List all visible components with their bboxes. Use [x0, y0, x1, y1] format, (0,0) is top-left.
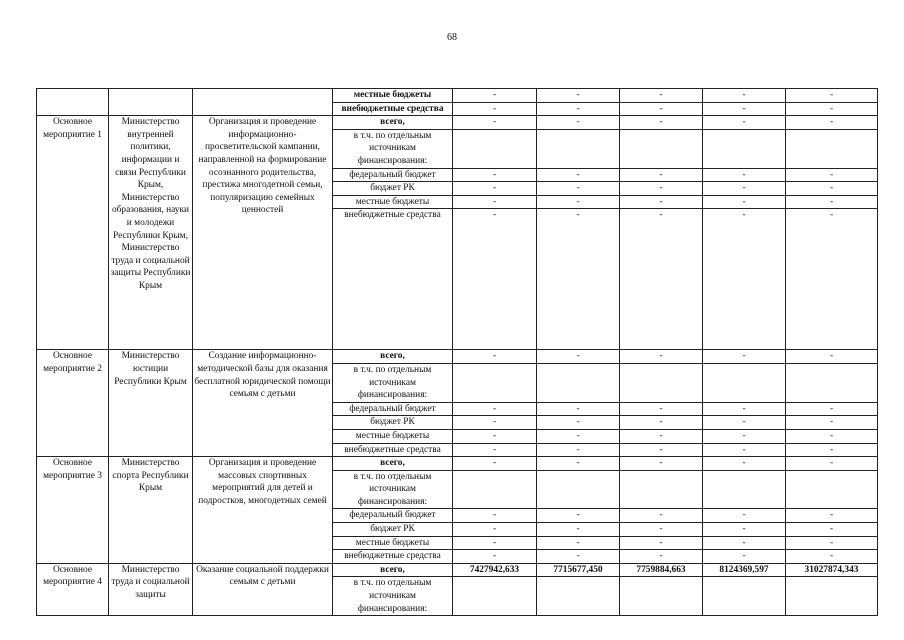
- value-cell: -: [537, 443, 620, 457]
- executor-cell: [109, 89, 193, 116]
- source-incl: в т.ч. по отдельным источникам финансирования:: [333, 363, 453, 402]
- value-cell: [703, 577, 786, 616]
- value-cell: -: [703, 523, 786, 537]
- value-cell: -: [620, 429, 703, 443]
- value-cell: -: [620, 116, 703, 130]
- table-row: [37, 457, 878, 471]
- value-cell: -: [786, 509, 878, 523]
- value-cell: -: [537, 523, 620, 537]
- source-extra: внебюджетные средства: [333, 550, 453, 564]
- value-cell: [620, 577, 703, 616]
- value-cell: -: [703, 509, 786, 523]
- value-cell: -: [453, 182, 537, 196]
- value-cell: -: [537, 457, 620, 471]
- source-extra: внебюджетные средства: [333, 102, 453, 116]
- description-cell: Создание информационно-методической базы для оказания бесплатной юридической помощи семьям с детьми: [193, 350, 333, 457]
- value-cell: [537, 470, 620, 509]
- value-cell: [786, 363, 878, 402]
- value-cell: [703, 470, 786, 509]
- source-total: всего,: [333, 563, 453, 577]
- value-cell: -: [453, 536, 537, 550]
- executor-cell: Министерство юстиции Республики Крым: [109, 350, 193, 457]
- source-incl: в т.ч. по отдельным источникам финансирования:: [333, 129, 453, 168]
- value-cell: -: [703, 116, 786, 130]
- value-cell: -: [537, 402, 620, 416]
- value-cell: -: [620, 168, 703, 182]
- value-cell: -: [786, 89, 878, 103]
- value-cell: [537, 129, 620, 168]
- value-cell: -: [786, 457, 878, 471]
- value-cell: -: [620, 89, 703, 103]
- executor-cell: Министерство труда и социальной защиты: [109, 563, 193, 615]
- value-cell: -: [620, 550, 703, 564]
- value-cell: -: [620, 182, 703, 196]
- value-cell: -: [537, 536, 620, 550]
- value-cell: -: [620, 350, 703, 364]
- value-cell: -: [703, 350, 786, 364]
- source-local: местные бюджеты: [333, 195, 453, 209]
- source-local: местные бюджеты: [333, 429, 453, 443]
- value-cell: -: [537, 116, 620, 130]
- value-cell: -: [786, 536, 878, 550]
- value-cell: -: [620, 209, 703, 350]
- description-cell: Организация и проведение массовых спортивных мероприятий для детей и подростков, многодетных семей: [193, 457, 333, 564]
- table-row: [37, 116, 878, 130]
- value-cell: -: [703, 536, 786, 550]
- value-cell: -: [537, 102, 620, 116]
- source-extra: внебюджетные средства: [333, 209, 453, 350]
- measure-label: Основное мероприятие 4: [37, 563, 109, 615]
- value-cell: 31027874,343: [786, 563, 878, 577]
- value-cell: -: [703, 457, 786, 471]
- value-cell: -: [453, 523, 537, 537]
- budget-table: [36, 88, 878, 616]
- value-cell: [453, 577, 537, 616]
- source-total: всего,: [333, 116, 453, 130]
- value-cell: -: [703, 195, 786, 209]
- value-cell: -: [453, 168, 537, 182]
- value-cell: -: [453, 443, 537, 457]
- value-cell: -: [453, 416, 537, 430]
- value-cell: -: [537, 509, 620, 523]
- value-cell: -: [786, 182, 878, 196]
- value-cell: -: [453, 195, 537, 209]
- value-cell: -: [620, 195, 703, 209]
- value-cell: -: [620, 416, 703, 430]
- source-federal: федеральный бюджет: [333, 168, 453, 182]
- table-row: [37, 350, 878, 364]
- executor-cell: Министерство внутренней политики, информации и связи Республики Крым, Министерство образования, науки и молодежи Республики Крым, Министерство труда и социальной защиты Республики Крым: [109, 116, 193, 350]
- value-cell: -: [453, 402, 537, 416]
- value-cell: 7759884,663: [620, 563, 703, 577]
- value-cell: -: [786, 402, 878, 416]
- value-cell: -: [453, 209, 537, 350]
- value-cell: -: [537, 89, 620, 103]
- table-row: [37, 89, 878, 103]
- value-cell: -: [537, 168, 620, 182]
- value-cell: -: [620, 509, 703, 523]
- value-cell: -: [786, 102, 878, 116]
- value-cell: -: [453, 429, 537, 443]
- value-cell: -: [453, 550, 537, 564]
- value-cell: -: [786, 416, 878, 430]
- value-cell: -: [537, 429, 620, 443]
- measure-label: Основное мероприятие 2: [37, 350, 109, 457]
- description-cell: Организация и проведение информационно-просветительской кампании, направленной на формирование осознанного родительства, престижа многодетной семьи, популяризацию семейных ценностей: [193, 116, 333, 350]
- value-cell: [703, 363, 786, 402]
- source-federal: федеральный бюджет: [333, 509, 453, 523]
- value-cell: -: [703, 102, 786, 116]
- value-cell: -: [786, 116, 878, 130]
- description-cell: [193, 89, 333, 116]
- source-incl: в т.ч. по отдельным источникам финансирования:: [333, 470, 453, 509]
- page-number: 68: [447, 32, 457, 43]
- value-cell: -: [703, 209, 786, 350]
- value-cell: [786, 577, 878, 616]
- measure-label: Основное мероприятие 1: [37, 116, 109, 350]
- value-cell: [786, 129, 878, 168]
- value-cell: [620, 363, 703, 402]
- value-cell: -: [453, 89, 537, 103]
- value-cell: -: [453, 509, 537, 523]
- value-cell: -: [453, 102, 537, 116]
- value-cell: -: [786, 350, 878, 364]
- value-cell: -: [786, 550, 878, 564]
- description-cell: Оказание социальной поддержки семьям с детьми: [193, 563, 333, 615]
- value-cell: [537, 363, 620, 402]
- value-cell: -: [703, 89, 786, 103]
- value-cell: [453, 363, 537, 402]
- source-local: местные бюджеты: [333, 89, 453, 103]
- value-cell: -: [537, 416, 620, 430]
- source-total: всего,: [333, 350, 453, 364]
- value-cell: -: [703, 182, 786, 196]
- value-cell: [537, 577, 620, 616]
- value-cell: -: [703, 416, 786, 430]
- value-cell: -: [537, 182, 620, 196]
- value-cell: -: [453, 350, 537, 364]
- value-cell: -: [620, 457, 703, 471]
- value-cell: 7715677,450: [537, 563, 620, 577]
- value-cell: -: [620, 536, 703, 550]
- value-cell: [786, 470, 878, 509]
- value-cell: -: [703, 168, 786, 182]
- value-cell: -: [786, 443, 878, 457]
- value-cell: -: [620, 523, 703, 537]
- value-cell: [703, 129, 786, 168]
- value-cell: [620, 470, 703, 509]
- source-extra: внебюджетные средства: [333, 443, 453, 457]
- value-cell: -: [786, 429, 878, 443]
- value-cell: 8124369,597: [703, 563, 786, 577]
- value-cell: -: [537, 209, 620, 350]
- value-cell: -: [453, 457, 537, 471]
- measure-cell: [37, 89, 109, 116]
- value-cell: -: [786, 168, 878, 182]
- value-cell: -: [537, 350, 620, 364]
- source-incl: в т.ч. по отдельным источникам финансирования:: [333, 577, 453, 616]
- source-federal: федеральный бюджет: [333, 402, 453, 416]
- value-cell: -: [703, 443, 786, 457]
- executor-cell: Министерство спорта Республики Крым: [109, 457, 193, 564]
- value-cell: -: [537, 195, 620, 209]
- value-cell: -: [703, 402, 786, 416]
- value-cell: [620, 129, 703, 168]
- value-cell: -: [620, 102, 703, 116]
- value-cell: -: [620, 402, 703, 416]
- value-cell: -: [537, 550, 620, 564]
- value-cell: -: [703, 550, 786, 564]
- value-cell: -: [786, 195, 878, 209]
- value-cell: -: [620, 443, 703, 457]
- value-cell: -: [786, 209, 878, 350]
- measure-label: Основное мероприятие 3: [37, 457, 109, 564]
- value-cell: -: [786, 523, 878, 537]
- source-total: всего,: [333, 457, 453, 471]
- value-cell: -: [453, 116, 537, 130]
- table-row: [37, 563, 878, 577]
- value-cell: [453, 470, 537, 509]
- source-rk: бюджет РК: [333, 416, 453, 430]
- source-local: местные бюджеты: [333, 536, 453, 550]
- value-cell: 7427942,633: [453, 563, 537, 577]
- value-cell: [453, 129, 537, 168]
- value-cell: -: [703, 429, 786, 443]
- source-rk: бюджет РК: [333, 523, 453, 537]
- source-rk: бюджет РК: [333, 182, 453, 196]
